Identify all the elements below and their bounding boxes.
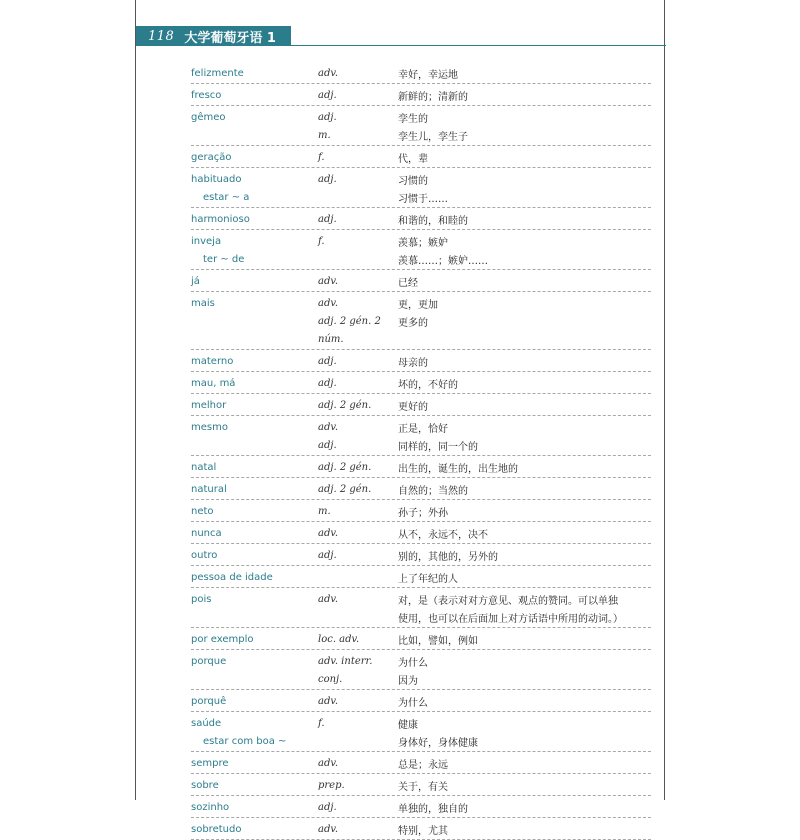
- vocab-entry: [191, 168, 651, 208]
- vocab-entry: [191, 456, 651, 478]
- vocab-entry: [191, 270, 651, 292]
- vocab-entry: [191, 522, 651, 544]
- part-of-speech: f.: [318, 717, 325, 729]
- vocab-entry: [191, 106, 651, 146]
- meaning: 自然的；当然的: [398, 485, 468, 497]
- entry-line: [191, 330, 651, 348]
- meaning: 特别，尤其: [398, 825, 448, 837]
- part-of-speech: adv.: [318, 695, 339, 707]
- entry-line: [191, 820, 651, 838]
- meaning: 幸好，幸运地: [398, 69, 458, 81]
- part-of-speech: f.: [318, 151, 325, 163]
- vocab-entry: [191, 628, 651, 650]
- meaning: 代，辈: [398, 153, 428, 165]
- part-of-speech: adj.: [318, 355, 337, 367]
- vocab-entry: [191, 416, 651, 456]
- headword: melhor: [191, 399, 227, 411]
- meaning: 出生的，诞生的，出生地的: [398, 463, 518, 475]
- meaning: 习惯的: [398, 175, 428, 187]
- part-of-speech: adv.: [318, 275, 339, 287]
- entry-line: [191, 692, 651, 710]
- meaning: 总是；永远: [398, 759, 448, 771]
- part-of-speech: adv.: [318, 757, 339, 769]
- meaning: 同样的，同一个的: [398, 441, 478, 453]
- entry-line: [191, 524, 651, 542]
- headword: harmonioso: [191, 213, 250, 225]
- part-of-speech: adj.: [318, 549, 337, 561]
- part-of-speech: adj.: [318, 801, 337, 813]
- sub-phrase: estar com boa ~: [203, 735, 287, 747]
- vocab-entry: [191, 350, 651, 372]
- part-of-speech: adv.: [318, 527, 339, 539]
- vocab-entry: [191, 84, 651, 106]
- vocabulary-list: [191, 62, 651, 840]
- headword: pessoa de idade: [191, 571, 273, 583]
- entry-line: [191, 352, 651, 370]
- part-of-speech: adj.: [318, 439, 337, 451]
- meaning: 为什么: [398, 657, 428, 669]
- meaning: 别的，其他的，另外的: [398, 551, 498, 563]
- entry-line: [191, 148, 651, 166]
- entry-line: [191, 396, 651, 414]
- part-of-speech: adj. 2 gén.: [318, 399, 372, 411]
- entry-line: [191, 294, 651, 312]
- headword: sempre: [191, 757, 229, 769]
- entry-line: [191, 188, 651, 206]
- headword: fresco: [191, 89, 222, 101]
- page-number: 118: [148, 28, 175, 44]
- entry-line: [191, 480, 651, 498]
- vocab-entry: [191, 650, 651, 690]
- headword: sobretudo: [191, 823, 242, 835]
- entry-line: [191, 418, 651, 436]
- headword: sobre: [191, 779, 219, 791]
- meaning: 羡慕；嫉妒: [398, 237, 448, 249]
- part-of-speech: adj. 2 gén.: [318, 461, 372, 473]
- part-of-speech: adv.: [318, 67, 339, 79]
- entry-line: [191, 232, 651, 250]
- entry-line: [191, 64, 651, 82]
- entry-line: [191, 436, 651, 454]
- vocab-entry: [191, 752, 651, 774]
- meaning: 孙子；外孙: [398, 507, 448, 519]
- entry-line: [191, 608, 651, 626]
- meaning: 和谐的，和睦的: [398, 215, 468, 227]
- entry-line: [191, 652, 651, 670]
- vocab-entry: [191, 230, 651, 270]
- meaning: 母亲的: [398, 357, 428, 369]
- headword: porquê: [191, 695, 227, 707]
- vocab-entry: [191, 208, 651, 230]
- entry-line: [191, 630, 651, 648]
- meaning: 更好的: [398, 401, 428, 413]
- part-of-speech: prep.: [318, 779, 345, 791]
- vocab-entry: [191, 712, 651, 752]
- meaning: 习惯于……: [398, 193, 448, 205]
- part-of-speech: m.: [318, 505, 331, 517]
- entry-line: [191, 776, 651, 794]
- vocab-entry: [191, 588, 651, 628]
- entry-line: [191, 732, 651, 750]
- headword: geração: [191, 151, 232, 163]
- part-of-speech: adv.: [318, 593, 339, 605]
- headword: já: [191, 275, 200, 287]
- part-of-speech: adj. 2 gén.: [318, 483, 372, 495]
- headword: outro: [191, 549, 218, 561]
- meaning: 单独的，独自的: [398, 803, 468, 815]
- headword: neto: [191, 505, 214, 517]
- meaning: 更多的: [398, 317, 428, 329]
- vocab-entry: [191, 690, 651, 712]
- book-page: [135, 0, 665, 837]
- vocab-entry: [191, 478, 651, 500]
- entry-line: [191, 126, 651, 144]
- part-of-speech: adj.: [318, 89, 337, 101]
- meaning: 因为: [398, 675, 418, 687]
- entry-line: [191, 590, 651, 608]
- entry-line: [191, 108, 651, 126]
- vocab-entry: [191, 146, 651, 168]
- meaning: 新鲜的；清新的: [398, 91, 468, 103]
- part-of-speech: adv. interr.: [318, 655, 373, 667]
- headword: natural: [191, 483, 227, 495]
- meaning: 健康: [398, 719, 418, 731]
- vocab-entry: [191, 372, 651, 394]
- sub-phrase: ter ~ de: [203, 253, 245, 265]
- meaning: 更，更加: [398, 299, 438, 311]
- meaning: 为什么: [398, 697, 428, 709]
- headword: natal: [191, 461, 217, 473]
- meaning: 关于，有关: [398, 781, 448, 793]
- part-of-speech: adj.: [318, 173, 337, 185]
- part-of-speech: adv.: [318, 823, 339, 835]
- meaning: 坏的，不好的: [398, 379, 458, 391]
- vocab-entry: [191, 818, 651, 840]
- entry-line: [191, 568, 651, 586]
- book-title: 大学葡萄牙语 1: [184, 30, 276, 46]
- sub-phrase: estar ~ a: [203, 191, 250, 203]
- headword: por exemplo: [191, 633, 254, 645]
- headword: mais: [191, 297, 215, 309]
- meaning: 使用，也可以在后面加上对方话语中所用的动词。）: [398, 613, 623, 625]
- part-of-speech: adj.: [318, 111, 337, 123]
- headword: felizmente: [191, 67, 244, 79]
- part-of-speech: conj.: [318, 673, 343, 685]
- vocab-entry: [191, 544, 651, 566]
- meaning: 上了年纪的人: [398, 573, 458, 585]
- vocab-entry: [191, 774, 651, 796]
- headword: habituado: [191, 173, 242, 185]
- entry-line: [191, 798, 651, 816]
- headword: sozinho: [191, 801, 230, 813]
- meaning: 孪生儿，孪生子: [398, 131, 468, 143]
- headword: mau, má: [191, 377, 236, 389]
- part-of-speech: núm.: [318, 333, 344, 345]
- entry-line: [191, 458, 651, 476]
- vocab-entry: [191, 796, 651, 818]
- entry-line: [191, 312, 651, 330]
- meaning: 正是，恰好: [398, 423, 448, 435]
- headword: pois: [191, 593, 212, 605]
- entry-line: [191, 714, 651, 732]
- meaning: 羡慕……；嫉妒……: [398, 255, 488, 267]
- entry-line: [191, 86, 651, 104]
- meaning: 比如，譬如，例如: [398, 635, 478, 647]
- part-of-speech: loc. adv.: [318, 633, 360, 645]
- headword: inveja: [191, 235, 222, 247]
- entry-line: [191, 210, 651, 228]
- part-of-speech: adv.: [318, 421, 339, 433]
- meaning: 从不，永远不，决不: [398, 529, 488, 541]
- entry-line: [191, 546, 651, 564]
- headword: gêmeo: [191, 111, 226, 123]
- vocab-entry: [191, 62, 651, 84]
- meaning: 孪生的: [398, 113, 428, 125]
- entry-line: [191, 670, 651, 688]
- headword: mesmo: [191, 421, 228, 433]
- entry-line: [191, 170, 651, 188]
- part-of-speech: m.: [318, 129, 331, 141]
- vocab-entry: [191, 500, 651, 522]
- meaning: 身体好，身体健康: [398, 737, 478, 749]
- headword: materno: [191, 355, 234, 367]
- entry-line: [191, 502, 651, 520]
- part-of-speech: adj.: [318, 213, 337, 225]
- header-rule: [291, 45, 666, 46]
- meaning: 对，是（表示对对方意见、观点的赞同。可以单独: [398, 595, 618, 607]
- entry-line: [191, 374, 651, 392]
- part-of-speech: adj.: [318, 377, 337, 389]
- vocab-entry: [191, 292, 651, 350]
- entry-line: [191, 250, 651, 268]
- headword: saúde: [191, 717, 222, 729]
- entry-line: [191, 754, 651, 772]
- part-of-speech: f.: [318, 235, 325, 247]
- page-header-bar: [136, 26, 291, 46]
- headword: nunca: [191, 527, 222, 539]
- part-of-speech: adj. 2 gén. 2: [318, 315, 381, 327]
- meaning: 已经: [398, 277, 418, 289]
- part-of-speech: adv.: [318, 297, 339, 309]
- vocab-entry: [191, 566, 651, 588]
- entry-line: [191, 272, 651, 290]
- headword: porque: [191, 655, 227, 667]
- vocab-entry: [191, 394, 651, 416]
